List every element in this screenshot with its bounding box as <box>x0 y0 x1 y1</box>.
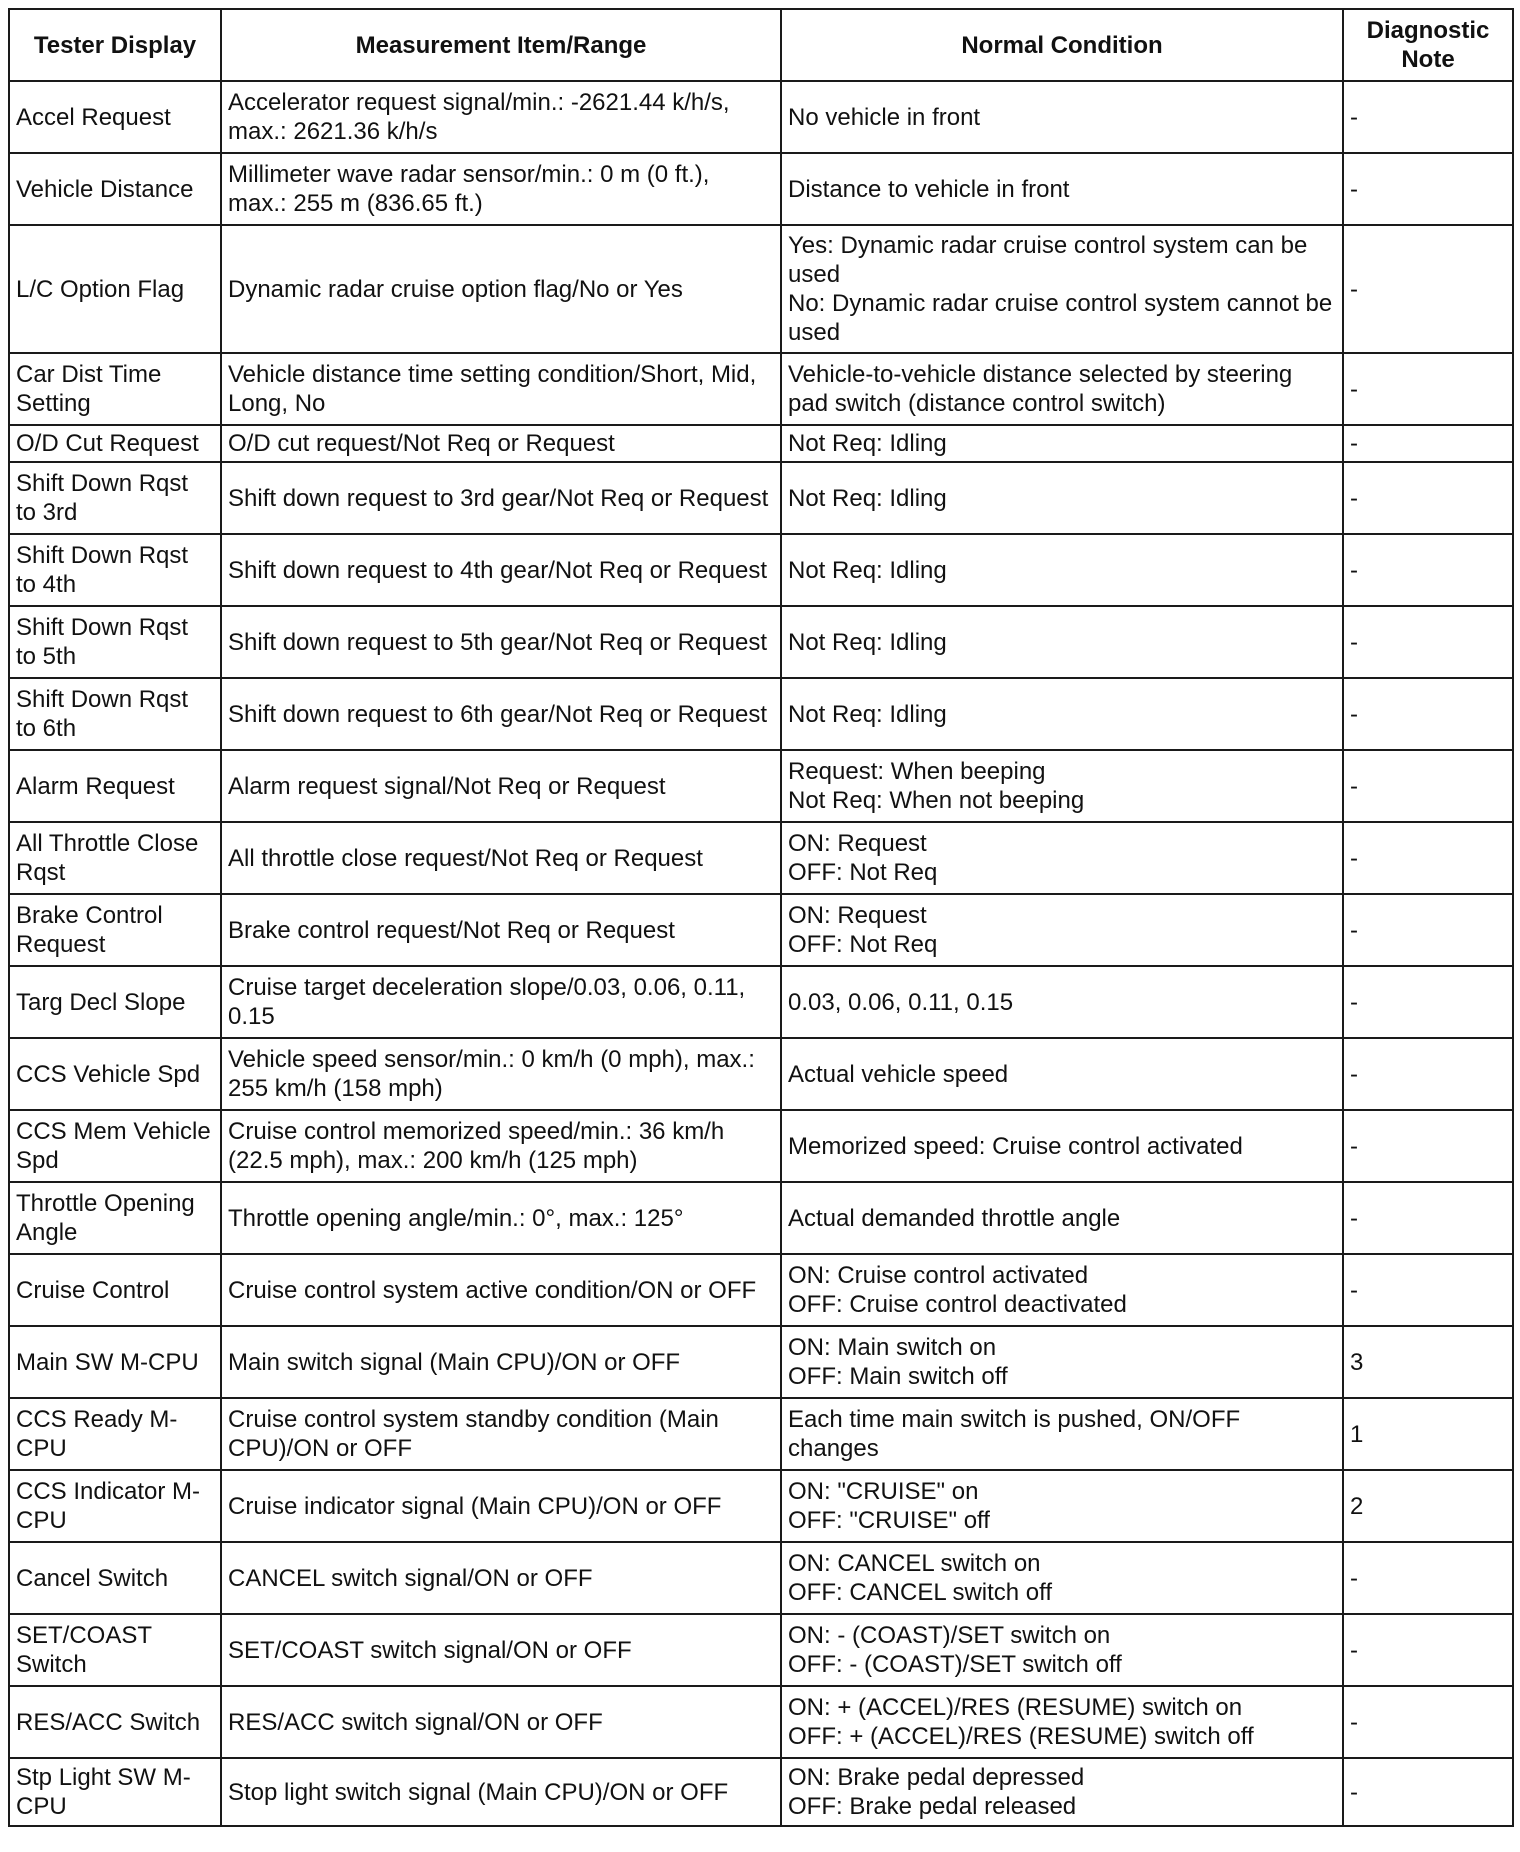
data-list-table <box>8 8 1514 1827</box>
cell-diagnostic-note: - <box>1343 894 1513 966</box>
cell-normal-condition: 0.03, 0.06, 0.11, 0.15 <box>781 966 1343 1038</box>
condition-line: OFF: Main switch off <box>788 1363 1008 1390</box>
table-row <box>9 1686 1513 1758</box>
cell-tester-display: CCS Ready M-CPU <box>9 1398 221 1470</box>
cell-tester-display: Shift Down Rqst to 4th <box>9 534 221 606</box>
cell-normal-condition: Not Req: Idling <box>781 606 1343 678</box>
cell-diagnostic-note: - <box>1343 462 1513 534</box>
cell-tester-display: Cruise Control <box>9 1254 221 1326</box>
cell-tester-display: Cancel Switch <box>9 1542 221 1614</box>
cell-measurement-range: RES/ACC switch signal/ON or OFF <box>221 1686 781 1758</box>
cell-tester-display: Main SW M-CPU <box>9 1326 221 1398</box>
cell-tester-display: Stp Light SW M-CPU <box>9 1758 221 1826</box>
cell-tester-display: CCS Indicator M-CPU <box>9 1470 221 1542</box>
cell-measurement-range: Millimeter wave radar sensor/min.: 0 m (0 ft.), max.: 255 m (836.65 ft.) <box>221 153 781 225</box>
table-row <box>9 462 1513 534</box>
table-row <box>9 1470 1513 1542</box>
cell-diagnostic-note: - <box>1343 1038 1513 1110</box>
table-row <box>9 822 1513 894</box>
cell-normal-condition <box>781 1686 1343 1758</box>
cell-measurement-range: SET/COAST switch signal/ON or OFF <box>221 1614 781 1686</box>
cell-diagnostic-note: - <box>1343 81 1513 153</box>
cell-diagnostic-note: 2 <box>1343 1470 1513 1542</box>
cell-measurement-range: Vehicle distance time setting condition/Short, Mid, Long, No <box>221 353 781 425</box>
cell-measurement-range: Brake control request/Not Req or Request <box>221 894 781 966</box>
cell-measurement-range: Shift down request to 5th gear/Not Req or Request <box>221 606 781 678</box>
table-header <box>9 9 1513 81</box>
cell-diagnostic-note: - <box>1343 966 1513 1038</box>
table-row <box>9 1182 1513 1254</box>
table-row <box>9 225 1513 353</box>
cell-tester-display: L/C Option Flag <box>9 225 221 353</box>
condition-line: No: Dynamic radar cruise control system cannot be used <box>788 290 1333 346</box>
cell-measurement-range: Cruise target deceleration slope/0.03, 0.06, 0.11, 0.15 <box>221 966 781 1038</box>
cell-diagnostic-note: - <box>1343 822 1513 894</box>
table-row <box>9 1254 1513 1326</box>
cell-measurement-range: Alarm request signal/Not Req or Request <box>221 750 781 822</box>
cell-normal-condition: No vehicle in front <box>781 81 1343 153</box>
cell-normal-condition: Not Req: Idling <box>781 678 1343 750</box>
table-row <box>9 966 1513 1038</box>
condition-line: ON: Request <box>788 902 927 929</box>
cell-measurement-range: Main switch signal (Main CPU)/ON or OFF <box>221 1326 781 1398</box>
cell-measurement-range: Cruise control system active condition/ON or OFF <box>221 1254 781 1326</box>
cell-measurement-range: Dynamic radar cruise option flag/No or Yes <box>221 225 781 353</box>
header-tester-display: Tester Display <box>9 9 221 81</box>
table-row <box>9 1326 1513 1398</box>
cell-normal-condition <box>781 894 1343 966</box>
cell-normal-condition: Actual demanded throttle angle <box>781 1182 1343 1254</box>
cell-normal-condition: Actual vehicle speed <box>781 1038 1343 1110</box>
cell-diagnostic-note: 3 <box>1343 1326 1513 1398</box>
cell-diagnostic-note: - <box>1343 1110 1513 1182</box>
cell-diagnostic-note: - <box>1343 534 1513 606</box>
cell-measurement-range: Cruise control memorized speed/min.: 36 km/h (22.5 mph), max.: 200 km/h (125 mph) <box>221 1110 781 1182</box>
cell-normal-condition <box>781 225 1343 353</box>
condition-line: ON: Cruise control activated <box>788 1262 1089 1289</box>
condition-line: ON: CANCEL switch on <box>788 1550 1041 1577</box>
cell-tester-display: Throttle Opening Angle <box>9 1182 221 1254</box>
cell-normal-condition <box>781 1326 1343 1398</box>
condition-line: ON: Brake pedal depressed <box>788 1764 1085 1791</box>
cell-measurement-range: Cruise indicator signal (Main CPU)/ON or OFF <box>221 1470 781 1542</box>
cell-diagnostic-note: - <box>1343 1542 1513 1614</box>
cell-diagnostic-note: - <box>1343 1182 1513 1254</box>
cell-diagnostic-note: - <box>1343 1758 1513 1826</box>
cell-diagnostic-note: - <box>1343 1686 1513 1758</box>
cell-measurement-range: Throttle opening angle/min.: 0°, max.: 125° <box>221 1182 781 1254</box>
table-row <box>9 894 1513 966</box>
cell-normal-condition: Vehicle-to-vehicle distance selected by steering pad switch (distance control switch) <box>781 353 1343 425</box>
cell-tester-display: Alarm Request <box>9 750 221 822</box>
table-row <box>9 606 1513 678</box>
cell-measurement-range: Cruise control system standby condition (Main CPU)/ON or OFF <box>221 1398 781 1470</box>
cell-measurement-range: CANCEL switch signal/ON or OFF <box>221 1542 781 1614</box>
cell-normal-condition <box>781 1614 1343 1686</box>
cell-measurement-range: O/D cut request/Not Req or Request <box>221 425 781 462</box>
condition-line: OFF: "CRUISE" off <box>788 1507 990 1534</box>
cell-measurement-range: Vehicle speed sensor/min.: 0 km/h (0 mph), max.: 255 km/h (158 mph) <box>221 1038 781 1110</box>
condition-line: OFF: Cruise control deactivated <box>788 1291 1127 1318</box>
cell-normal-condition: Not Req: Idling <box>781 462 1343 534</box>
cell-tester-display: Shift Down Rqst to 3rd <box>9 462 221 534</box>
header-row <box>9 9 1513 81</box>
cell-normal-condition: Distance to vehicle in front <box>781 153 1343 225</box>
cell-normal-condition: Memorized speed: Cruise control activated <box>781 1110 1343 1182</box>
cell-measurement-range: Accelerator request signal/min.: -2621.44 k/h/s, max.: 2621.36 k/h/s <box>221 81 781 153</box>
header-measurement-item: Measurement Item/Range <box>221 9 781 81</box>
cell-tester-display: Car Dist Time Setting <box>9 353 221 425</box>
condition-line: ON: - (COAST)/SET switch on <box>788 1622 1111 1649</box>
cell-tester-display: Brake Control Request <box>9 894 221 966</box>
condition-line: OFF: CANCEL switch off <box>788 1579 1053 1606</box>
condition-line: Yes: Dynamic radar cruise control system can be used <box>788 232 1308 288</box>
table-row <box>9 1542 1513 1614</box>
table-row <box>9 1398 1513 1470</box>
table-row <box>9 534 1513 606</box>
cell-measurement-range: All throttle close request/Not Req or Request <box>221 822 781 894</box>
cell-normal-condition <box>781 750 1343 822</box>
table-body <box>9 81 1513 1826</box>
cell-measurement-range: Stop light switch signal (Main CPU)/ON or OFF <box>221 1758 781 1826</box>
cell-diagnostic-note: - <box>1343 1254 1513 1326</box>
condition-line: Not Req: When not beeping <box>788 787 1085 814</box>
cell-tester-display: Shift Down Rqst to 6th <box>9 678 221 750</box>
condition-line: ON: "CRUISE" on <box>788 1478 979 1505</box>
table-row <box>9 425 1513 462</box>
cell-diagnostic-note: - <box>1343 353 1513 425</box>
cell-diagnostic-note: - <box>1343 425 1513 462</box>
table-row <box>9 353 1513 425</box>
cell-tester-display: CCS Vehicle Spd <box>9 1038 221 1110</box>
cell-normal-condition <box>781 1542 1343 1614</box>
condition-line: ON: Request <box>788 830 927 857</box>
condition-line: OFF: Brake pedal released <box>788 1793 1077 1820</box>
cell-normal-condition <box>781 1470 1343 1542</box>
table-row <box>9 81 1513 153</box>
cell-normal-condition <box>781 1254 1343 1326</box>
table-row <box>9 1758 1513 1826</box>
cell-tester-display: RES/ACC Switch <box>9 1686 221 1758</box>
cell-tester-display: O/D Cut Request <box>9 425 221 462</box>
cell-diagnostic-note: 1 <box>1343 1398 1513 1470</box>
cell-diagnostic-note: - <box>1343 153 1513 225</box>
cell-tester-display: Targ Decl Slope <box>9 966 221 1038</box>
cell-diagnostic-note: - <box>1343 678 1513 750</box>
table-row <box>9 678 1513 750</box>
cell-normal-condition: Not Req: Idling <box>781 534 1343 606</box>
condition-line: Request: When beeping <box>788 758 1046 785</box>
cell-normal-condition <box>781 822 1343 894</box>
header-diagnostic-note: Diagnostic Note <box>1343 9 1513 81</box>
cell-measurement-range: Shift down request to 3rd gear/Not Req or Request <box>221 462 781 534</box>
cell-diagnostic-note: - <box>1343 606 1513 678</box>
condition-line: OFF: + (ACCEL)/RES (RESUME) switch off <box>788 1723 1254 1750</box>
table-row <box>9 750 1513 822</box>
condition-line: OFF: Not Req <box>788 859 938 886</box>
cell-normal-condition <box>781 1758 1343 1826</box>
cell-measurement-range: Shift down request to 6th gear/Not Req or Request <box>221 678 781 750</box>
table-row <box>9 153 1513 225</box>
table-row <box>9 1614 1513 1686</box>
cell-diagnostic-note: - <box>1343 225 1513 353</box>
cell-diagnostic-note: - <box>1343 1614 1513 1686</box>
cell-tester-display: All Throttle Close Rqst <box>9 822 221 894</box>
condition-line: ON: Main switch on <box>788 1334 997 1361</box>
cell-normal-condition: Each time main switch is pushed, ON/OFF changes <box>781 1398 1343 1470</box>
table-row <box>9 1110 1513 1182</box>
cell-tester-display: CCS Mem Vehicle Spd <box>9 1110 221 1182</box>
cell-tester-display: Shift Down Rqst to 5th <box>9 606 221 678</box>
cell-tester-display: Vehicle Distance <box>9 153 221 225</box>
cell-normal-condition: Not Req: Idling <box>781 425 1343 462</box>
condition-line: ON: + (ACCEL)/RES (RESUME) switch on <box>788 1694 1243 1721</box>
header-normal-condition: Normal Condition <box>781 9 1343 81</box>
condition-line: OFF: - (COAST)/SET switch off <box>788 1651 1122 1678</box>
cell-diagnostic-note: - <box>1343 750 1513 822</box>
cell-tester-display: SET/COAST Switch <box>9 1614 221 1686</box>
table-row <box>9 1038 1513 1110</box>
cell-tester-display: Accel Request <box>9 81 221 153</box>
condition-line: OFF: Not Req <box>788 931 938 958</box>
cell-measurement-range: Shift down request to 4th gear/Not Req or Request <box>221 534 781 606</box>
